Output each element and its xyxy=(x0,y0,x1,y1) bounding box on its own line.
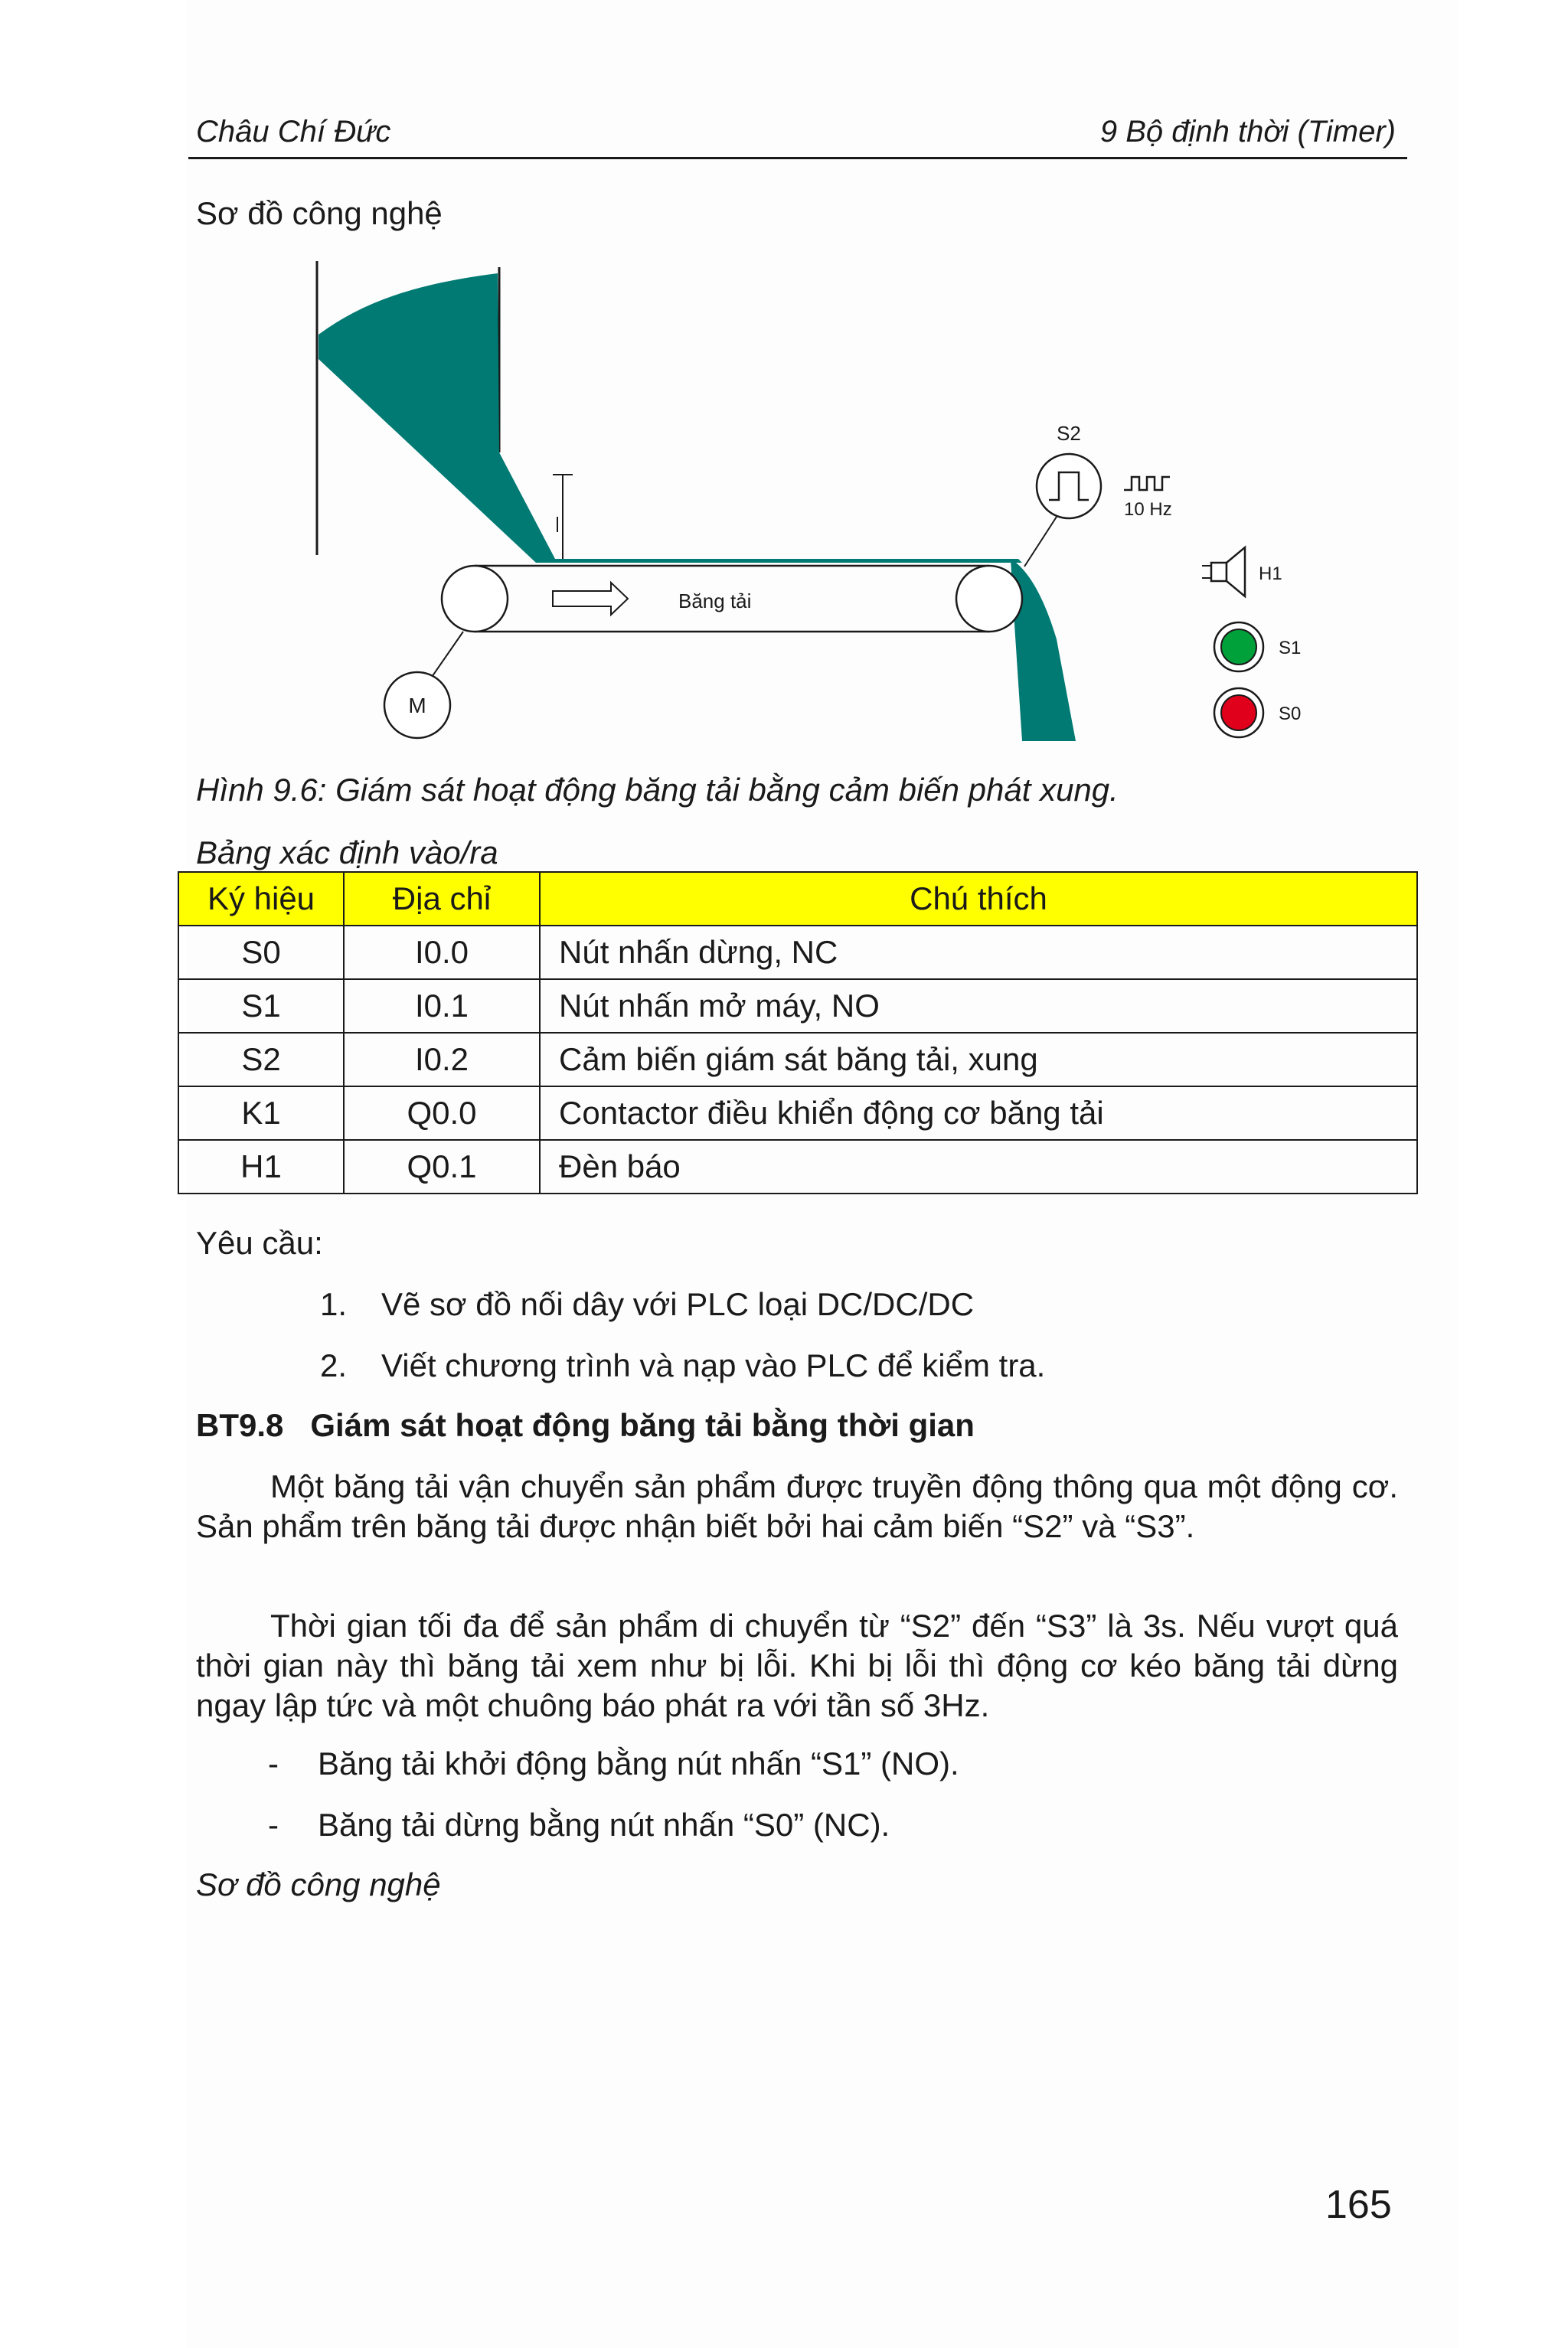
bullet-mark: - xyxy=(268,1745,279,1781)
stop-button-s0 xyxy=(1221,695,1256,730)
cell-address: Q0.0 xyxy=(344,1086,540,1140)
io-table xyxy=(178,871,1418,1194)
start-button-label: S1 xyxy=(1279,638,1302,658)
cell-address: I0.0 xyxy=(344,926,540,979)
page-number: 165 xyxy=(1325,2183,1392,2227)
table-row xyxy=(178,1140,1417,1194)
exercise-heading: BT9.8 Giám sát hoạt động băng tải bằng thời gian xyxy=(196,1407,975,1443)
list-item-text: Viết chương trình và nạp vào PLC để kiểm tra. xyxy=(381,1347,1046,1383)
pulse-train-icon xyxy=(1124,477,1170,490)
section-heading: Sơ đồ công nghệ xyxy=(196,195,443,231)
cell-description: Contactor điều khiển động cơ băng tải xyxy=(540,1086,1417,1140)
material-fill xyxy=(318,273,1022,563)
motor-label: M xyxy=(408,694,426,717)
cell-address: Q0.1 xyxy=(344,1140,540,1194)
cell-symbol: S2 xyxy=(178,1033,344,1086)
cell-description: Đèn báo xyxy=(540,1140,1417,1194)
horn-label: H1 xyxy=(1259,563,1282,584)
sensor-s2 xyxy=(1037,454,1101,518)
horn-icon xyxy=(1202,547,1245,596)
requirements-label: Yêu cầu: xyxy=(196,1225,323,1261)
table-row xyxy=(178,926,1417,979)
direction-arrow xyxy=(553,583,628,615)
conveyor-diagram xyxy=(306,256,1302,746)
table-row xyxy=(178,1086,1417,1140)
list-item-text: Vẽ sơ đồ nối dây với PLC loại DC/DC/DC xyxy=(381,1286,975,1322)
header-author: Châu Chí Đức xyxy=(196,115,391,149)
list-item-number: 1. xyxy=(320,1286,348,1322)
cell-symbol: H1 xyxy=(178,1140,344,1194)
cell-symbol: K1 xyxy=(178,1086,344,1140)
header-symbol: Ký hiệu xyxy=(178,872,344,926)
header-address: Địa chỉ xyxy=(344,872,540,926)
cell-description: Nút nhấn dừng, NC xyxy=(540,926,1417,979)
bullet-text: Băng tải dừng bằng nút nhấn “S0” (NC). xyxy=(318,1807,890,1843)
table-row xyxy=(178,1033,1417,1086)
table-header-row xyxy=(178,872,1417,926)
header-chapter: 9 Bộ định thời (Timer) xyxy=(1099,115,1396,149)
footer-heading: Sơ đồ công nghệ xyxy=(196,1866,441,1902)
exercise-paragraph-1: Một băng tải vận chuyển sản phẩm được truyền động thông qua một động cơ. Sản phẩm trên băng tải được nhận biết bởi hai cảm biến “S2” và “S3”. xyxy=(196,1468,1398,1544)
stop-button-label: S0 xyxy=(1279,704,1302,724)
bullet-text: Băng tải khởi động bằng nút nhấn “S1” (NO). xyxy=(318,1745,959,1781)
cell-address: I0.2 xyxy=(344,1033,540,1086)
header-description: Chú thích xyxy=(540,872,1417,926)
left-pulley xyxy=(442,566,508,632)
right-pulley xyxy=(956,566,1022,632)
bullet-mark: - xyxy=(268,1807,279,1843)
exercise-paragraph-2: Thời gian tối đa để sản phẩm di chuyển từ “S2” đến “S3” là 3s. Nếu vượt quá thời gian này thì băng tải xem như bị lỗi. Khi bị lỗi thì động cơ kéo băng tải dừng ngay lập tức và một chuông báo phát ra với tần số 3Hz. xyxy=(196,1608,1398,1723)
table-title: Bảng xác định vào/ra xyxy=(196,834,498,870)
cell-symbol: S1 xyxy=(178,979,344,1033)
frequency-label: 10 Hz xyxy=(1124,499,1172,520)
cell-symbol: S0 xyxy=(178,926,344,979)
list-item-number: 2. xyxy=(320,1347,348,1383)
cell-address: I0.1 xyxy=(344,979,540,1033)
cell-description: Cảm biến giám sát băng tải, xung xyxy=(540,1033,1417,1086)
figure-caption: Hình 9.6: Giám sát hoạt động băng tải bằng cảm biến phát xung. xyxy=(196,772,1119,808)
sensor-s2-label: S2 xyxy=(1057,422,1081,445)
cell-description: Nút nhấn mở máy, NO xyxy=(540,979,1417,1033)
header-rule xyxy=(188,157,1407,159)
conveyor-label: Băng tải xyxy=(678,589,752,612)
table-row xyxy=(178,979,1417,1033)
start-button-s1 xyxy=(1221,629,1256,665)
